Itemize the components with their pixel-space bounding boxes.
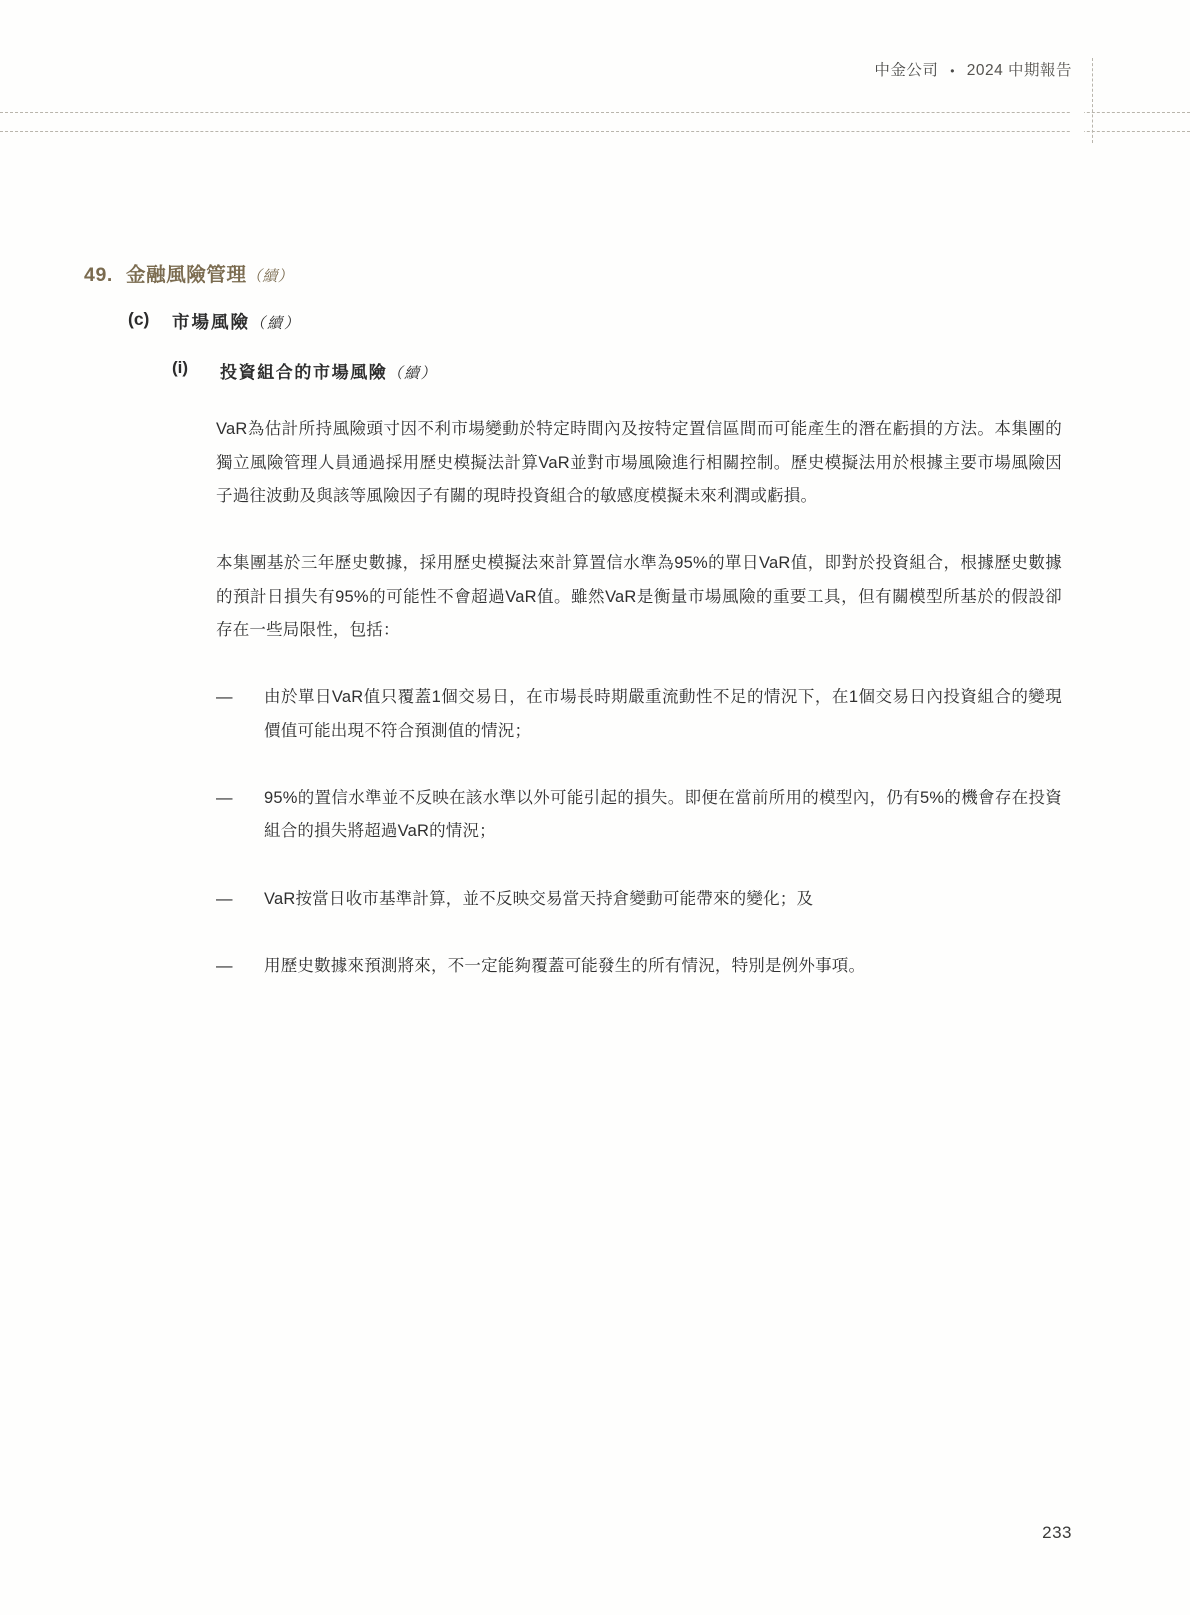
header-company: 中金公司: [874, 62, 939, 79]
dash-marker: —: [216, 788, 233, 807]
dash-marker: —: [216, 889, 233, 908]
header-report-title: 2024 中期報告: [966, 62, 1072, 79]
decorative-crop-mark: [1070, 105, 1084, 139]
list-item: [216, 681, 1062, 748]
subsection-heading: [172, 358, 1190, 383]
header-separator: •: [950, 63, 955, 78]
section-heading: [128, 309, 1190, 334]
note-number: 49.: [84, 264, 113, 286]
paragraph: 本集團基於三年歷史數據，採用歷史模擬法來計算置信水準為95%的單日VaR值，即對於投資組合，根據歷史數據的預計日損失有95%的可能性不會超過VaR值。雖然VaR是衡量市場風險的重要工具，但有關模型所基於的假設卻存在一些局限性，包括：: [216, 554, 1062, 639]
subsection-title: 投資組合的市場風險: [220, 363, 388, 383]
page-content: [0, 262, 1190, 983]
limitations-list: [216, 681, 1062, 983]
list-item-text: 由於單日VaR值只覆蓋1個交易日，在市場長時期嚴重流動性不足的情況下，在1個交易日內投資組合的變現價值可能出現不符合預測值的情況；: [264, 688, 1062, 740]
list-item: [216, 782, 1062, 849]
list-item-text: VaR按當日收市基準計算，並不反映交易當天持倉變動可能帶來的變化；及: [264, 889, 814, 908]
decorative-dashed-rule-bottom: [0, 131, 1190, 132]
section-label: (c): [128, 309, 150, 330]
list-item-text: 95%的置信水準並不反映在該水準以外可能引起的損失。即便在當前所用的模型內，仍有5%的機會存在投資組合的損失將超過VaR的情況；: [264, 788, 1062, 841]
section-continued: （續）: [250, 315, 302, 333]
paragraph: VaR為估計所持風險頭寸因不利市場變動於特定時間內及按特定置信區間而可能產生的潛在虧損的方法。本集團的獨立風險管理人員通過採用歷史模擬法計算VaR並對市場風險進行相關控制。歷史模擬法用於根據主要市場風險因子過往波動及與該等風險因子有關的現時投資組合的敏感度模擬未來利潤或虧損。: [216, 420, 1062, 505]
page-number: 233: [1042, 1523, 1072, 1542]
dash-marker: —: [216, 688, 233, 707]
note-heading: [84, 262, 1190, 289]
subsection-label: (i): [172, 358, 189, 378]
dash-marker: —: [216, 956, 233, 975]
list-item: [216, 950, 1062, 983]
section-title: 市場風險: [172, 312, 250, 333]
subsection-continued: （續）: [387, 365, 438, 383]
list-item: [216, 883, 1062, 916]
list-item-text: 用歷史數據來預測將來，不一定能夠覆蓋可能發生的所有情況，特別是例外事項。: [264, 956, 866, 975]
note-continued: （續）: [246, 268, 294, 285]
body-column: [216, 413, 1062, 983]
page-header: [874, 58, 1072, 80]
note-title: 金融風險管理: [126, 264, 247, 286]
decorative-dashed-rule-top: [0, 112, 1190, 113]
decorative-dashed-rule-vertical: [1092, 58, 1093, 143]
